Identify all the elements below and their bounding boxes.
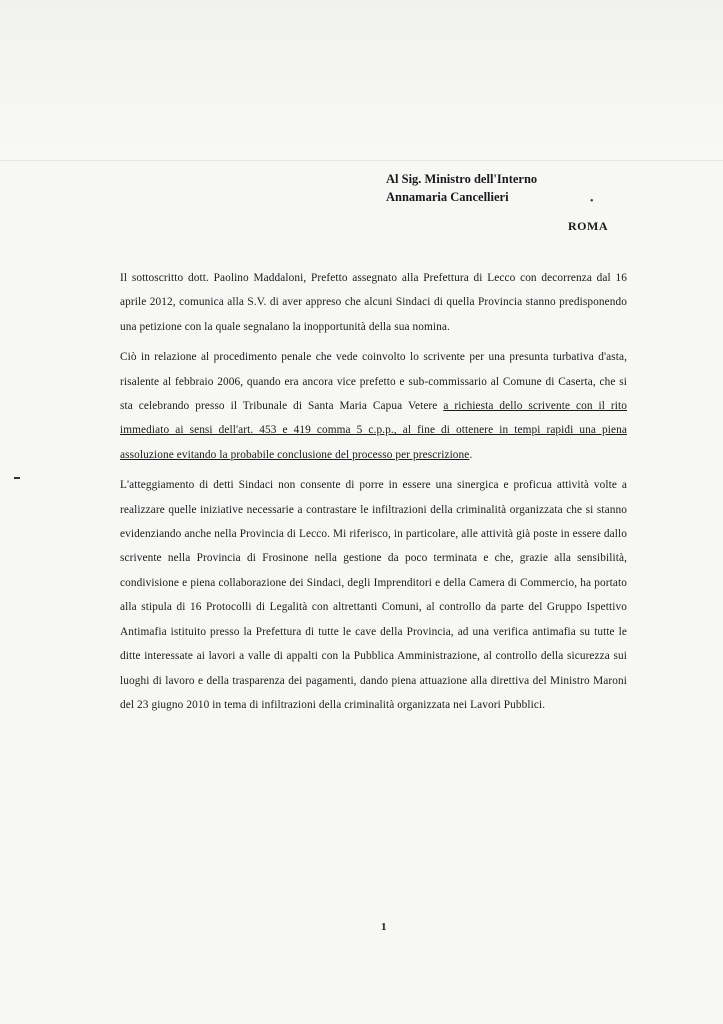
- paragraph-3: L'atteggiamento di detti Sindaci non consente di porre in essere una sinergica e proficua attività volte a realizzare quelle iniziative necessarie a contrastare le infiltrazioni della criminalità organizzata che si stanno evidenziando anche nella Provincia di Lecco. Mi riferisco, in particolare, alle attività già poste in essere dallo scrivente nella Provincia di Frosinone nella gestione da poco terminata e che, grazie alla sensibilità, condivisione e piena collaborazione dei Sindaci, degli Imprenditori e della Camera di Commercio, ha portato alla stipula di 16 Protocolli di Legalità con altrettanti Comuni, al controllo da parte del Gruppo Ispettivo Antimafia istituito presso la Prefettura di tutte le cave della Provincia, ad una verifica antimafia su tutte le ditte interessate ai lavori a valle di appalti con la Pubblica Amministrazione, al controllo della sicurezza sui luoghi di lavoro e della trasparenza dei pagamenti, dando piena attuazione alla direttiva del Ministro Maroni del 23 giugno 2010 in tema di infiltrazioni della criminalità organizzata nei Lavori Pubblici.: [120, 479, 627, 711]
- letter-body: [120, 266, 627, 723]
- paragraph-2-underlined: a richiesta dello scrivente con il rito immediato ai sensi dell'art. 453 e 419 comma 5 c.p.p., al fine di ottenere in tempi rapidi una piena assoluzione evitando la probabile conclusione del processo per prescrizione: [120, 400, 628, 461]
- recipient-title: Al Sig. Ministro dell'Interno: [386, 172, 538, 186]
- paragraph-2-start: Ciò in relazione al procedimento penale che vede coinvolto lo scrivente per una presunta turbativa d'asta, risalente al febbraio 2006, quando era ancora vice prefetto e sub-commissario al Comune di Caserta, che si sta celebrando presso il Tribunale di Santa Maria Capua Vetere: [120, 351, 627, 413]
- paragraph-2-end: .: [469, 448, 473, 461]
- recipient-name: Annamaria Cancellieri: [386, 190, 509, 204]
- paragraph-1: Il sottoscritto dott. Paolino Maddaloni, Prefetto assegnato alla Prefettura di Lecco con decorrenza dal 16 aprile 2012, comunica alla S.V. di aver appreso che alcuni Sindaci di quella Provincia stanno predisponendo una petizione con la quale segnalano la inopportunità della sua nomina.: [120, 272, 627, 333]
- paragraph-2: [120, 345, 627, 467]
- scan-background: [0, 0, 723, 160]
- recipient-city: ROMA: [568, 219, 608, 233]
- ink-mark: •: [590, 196, 594, 207]
- margin-mark: [14, 477, 20, 479]
- page-number: 1: [381, 921, 387, 933]
- page-edge: [0, 160, 723, 161]
